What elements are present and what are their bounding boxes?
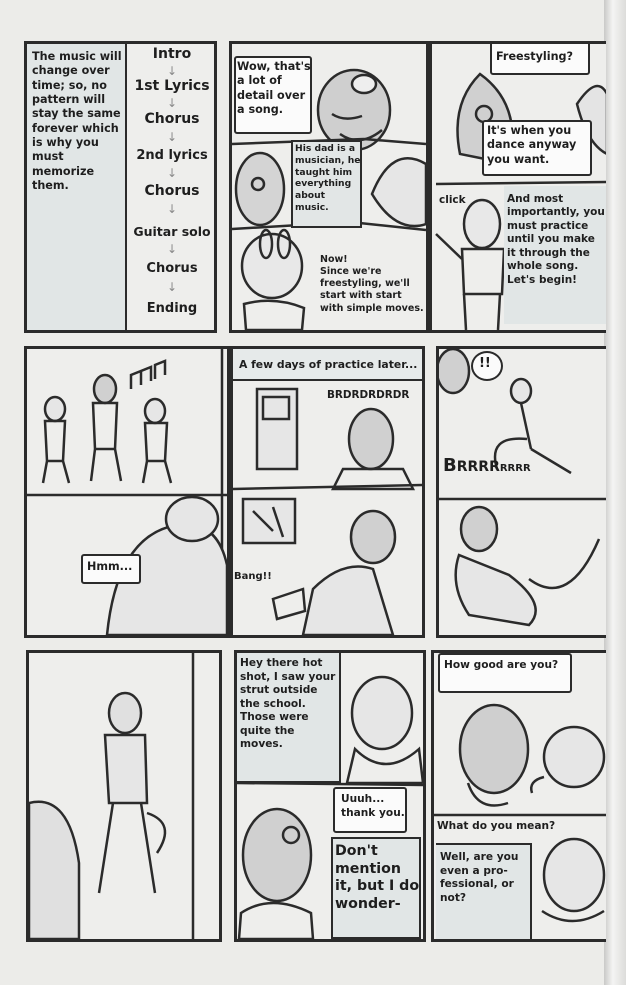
song-part-chorus-3: Chorus [146, 261, 198, 276]
sfx-brrr [443, 455, 531, 476]
panel-hey-there [234, 650, 426, 942]
flow-arrow-1: ↓ [167, 64, 178, 78]
flow-arrow-5: ↓ [167, 202, 178, 216]
speech-freestyling-text: Freestyling? [496, 50, 574, 63]
sfx-bang: Bang!! [234, 571, 272, 582]
speech-how-good-text: How good are you? [444, 659, 559, 671]
caption-well-text: Well, are you even a pro- fessional, or not? [440, 851, 519, 904]
art-group-walking [27, 349, 227, 635]
art-startled-fall [439, 349, 606, 635]
sfx-brrr-big: B [443, 455, 457, 476]
caption-what-text: What do you mean? [437, 820, 556, 832]
panel-leaning [26, 650, 222, 942]
sfx-brrr-small: RRRR [499, 463, 531, 474]
book-spine-shadow [604, 0, 626, 985]
song-part-chorus-1: Chorus [144, 111, 200, 127]
caption-memorize-text: The music will change over time; so, no pattern will stay the same forever which is why you must memorize them. [32, 50, 122, 192]
panel-hmm [24, 346, 230, 638]
song-part-guitar-solo: Guitar solo [133, 224, 211, 239]
caption-dont-text: Don't mention it, but I do wonder- [335, 843, 420, 912]
song-part-1st-lyrics: 1st Lyrics [134, 78, 210, 94]
song-part-chorus-2: Chorus [144, 183, 200, 199]
song-part-intro: Intro [152, 46, 192, 62]
caption-practice-text: And most importantly, you must practice until you make it through the whole song. Let's begin! [507, 193, 605, 286]
speech-wow-text: Wow, that's a lot of detail over a song. [237, 60, 311, 116]
sfx-click: click [439, 194, 466, 206]
panel-days-of-practice [230, 346, 425, 638]
caption-days-text: A few days of practice later... [239, 358, 418, 371]
song-part-ending: Ending [146, 301, 198, 316]
sfx-exclaim: !! [479, 356, 491, 371]
flow-arrow-2: ↓ [167, 96, 178, 110]
speech-now-text: Now! Since we're freestyling, we'll start with start with simple moves. [320, 254, 424, 314]
speech-hmm-text: Hmm... [87, 560, 133, 573]
caption-hey-text: Hey there hot shot, I saw your strut outside the school. Those were quite the moves. [240, 657, 336, 751]
speech-uuuh-text: Uuuh... thank you. [341, 793, 405, 819]
art-character-leaning [29, 653, 219, 939]
song-part-2nd-lyrics: 2nd lyrics [136, 148, 208, 163]
caption-dad-text: His dad is a musician, he taught him everything about music. [295, 143, 361, 213]
panel-wow-detail [229, 41, 429, 333]
panel-startled [436, 346, 606, 638]
flow-arrow-4: ↓ [167, 166, 178, 180]
flow-arrow-3: ↓ [167, 130, 178, 144]
flow-arrow-7: ↓ [167, 280, 178, 294]
speech-dance-text: It's when you dance anyway you want. [487, 124, 577, 166]
flow-arrow-6: ↓ [167, 242, 178, 256]
panel-how-good [431, 650, 606, 942]
panel-freestyling [429, 41, 606, 333]
panel-song-structure [24, 41, 217, 333]
sfx-brrr-rest: RRRR [456, 459, 500, 475]
sfx-brdr: BRDRDRDRDR [327, 389, 410, 401]
